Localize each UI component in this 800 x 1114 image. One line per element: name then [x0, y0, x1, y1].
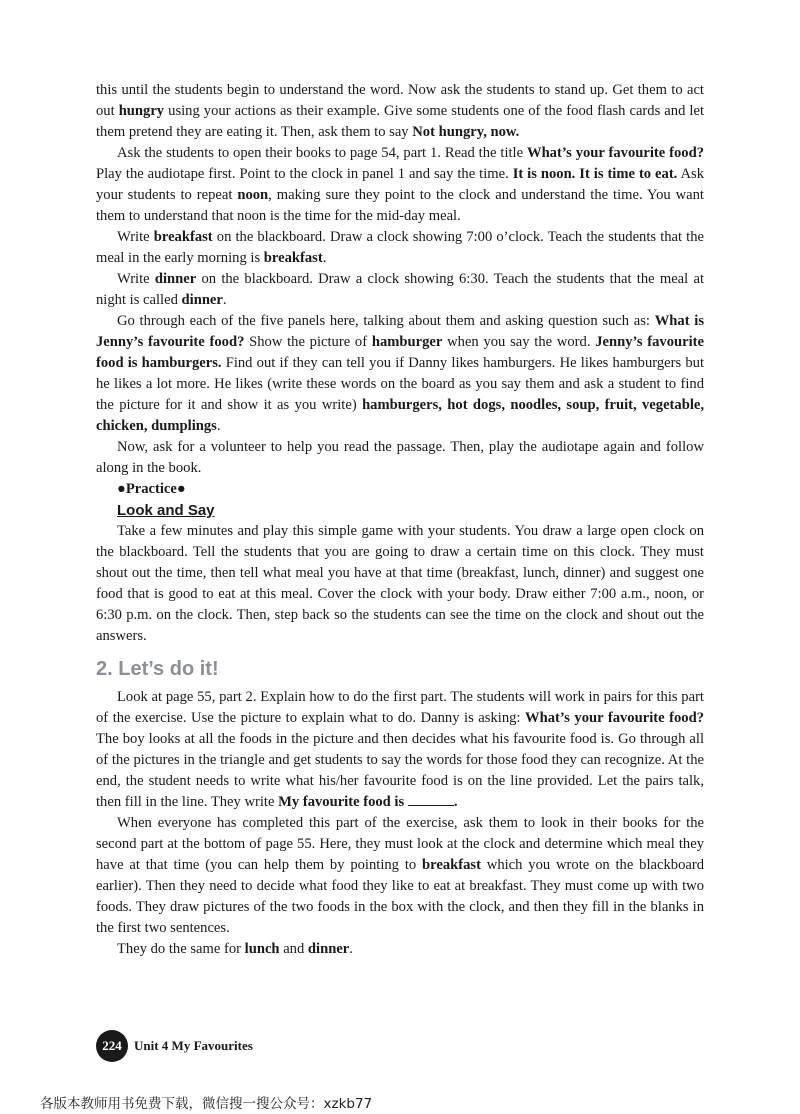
watermark-text: 各版本教师用书免费下载，微信搜一搜公众号：xzkb77: [40, 1096, 373, 1112]
text-run: on the blackboard. Draw a clock showing 7:00 o’clock. Teach the students that the meal in the early morning is: [96, 229, 704, 266]
paragraph: [96, 269, 704, 311]
look-and-say-heading: Look and Say: [117, 502, 215, 519]
bold-text: breakfast: [263, 250, 323, 266]
fill-in-blank: [408, 793, 454, 806]
text-run: Look at page 55, part 2. Explain how to do the first part. The students will work in pairs for this part of the exercise. Use the picture to explain what to do. Danny is asking:: [96, 689, 704, 726]
text-run: .: [222, 292, 227, 308]
text-run: Find out if they can tell you if Danny likes hamburgers. He likes hamburgers but he likes a lot more. He likes (write these words on the board as you say them and ask a student to find the picture for it and show it as you write): [96, 355, 704, 413]
paragraph: [96, 813, 704, 939]
text-run: Write: [117, 271, 155, 287]
section-title: 2. Let’s do it!: [96, 658, 219, 680]
bold-text: My favourite food is: [278, 794, 408, 810]
paragraph: [96, 521, 704, 647]
unit-label: Unit 4 My Favourites: [134, 1038, 253, 1053]
paragraph: [96, 143, 704, 227]
bold-text: hamburgers, hot dogs, noodles, soup, fruit, vegetable, chicken, dumplings: [96, 397, 705, 434]
paragraph: [96, 437, 704, 479]
text-run: When everyone has completed this part of the exercise, ask them to look in their books for the second part at the bottom of page 55. Here, they must look at the clock and determine which meal they have at that time (you can help them by pointing to: [96, 815, 704, 873]
bold-text: What’s your favourite food?: [526, 145, 704, 161]
text-run: Take a few minutes and play this simple game with your students. You draw a large open clock on the blackboard. Tell the students that you are going to draw a certain time on this clock. They must shout out the time, then tell what meal you have at that time (breakfast, lunch, dinner) and suggest one food that is good to eat at this meal. Cover the clock with your body. Draw either 7:00 a.m., noon, or 6:30 p.m. on the clock. Then, step back so the students can see the time on the clock and shout out the answers.: [96, 523, 704, 644]
practice-heading: ●Practice●: [117, 481, 186, 497]
bold-text: What is Jenny’s favourite food?: [96, 313, 705, 350]
text-run: and: [279, 941, 308, 957]
bold-text: Not hungry, now.: [412, 124, 520, 140]
text-run: when you say the word.: [442, 334, 596, 350]
text-run: Go through each of the five panels here, talking about them and asking question such as:: [117, 313, 655, 329]
bold-text: .: [453, 794, 458, 810]
bold-text: dinner: [307, 941, 350, 957]
paragraph: [96, 80, 704, 143]
text-run: .: [216, 418, 221, 434]
bold-text: dinner: [181, 292, 223, 308]
text-run: Write: [117, 229, 154, 245]
paragraph: [96, 227, 704, 269]
paragraph: [96, 311, 704, 437]
text-run: which you wrote on the blackboard earlier). Then they need to decide what food they like to eat at breakfast. They must come up with two foods. They draw pictures of the two foods in the box with the clock, and then they fill in the blanks in the first two sentences.: [96, 857, 704, 936]
text-run: Play the audiotape first. Point to the clock in panel 1 and say the time.: [96, 166, 513, 182]
page-content: [96, 80, 704, 960]
text-run: They do the same for: [117, 941, 245, 957]
bold-text: It is noon. It is time to eat.: [512, 166, 678, 182]
page-footer: [96, 1030, 253, 1062]
text-run: this until the students begin to understand the word. Now ask the students to stand up. Get them to act out: [96, 82, 704, 119]
text-run: using your actions as their example. Give some students one of the food flash cards and let them pretend they are eating it. Then, ask them to say: [96, 103, 704, 140]
text-run: .: [349, 941, 353, 957]
text-run: Now, ask for a volunteer to help you read the passage. Then, play the audiotape again and follow along in the book.: [96, 439, 704, 476]
text-run: Ask the students to open their books to page 54, part 1. Read the title: [117, 145, 527, 161]
text-run: , making sure they point to the clock and understand the time. You want them to understand that noon is the time for the mid-day meal.: [96, 187, 704, 224]
intro-paragraphs: [96, 80, 704, 479]
bold-text: noon: [237, 187, 269, 203]
section-paragraphs: [96, 687, 704, 960]
practice-paragraphs: [96, 521, 704, 647]
bold-text: hamburger: [371, 334, 443, 350]
bold-text: Jenny’s favourite food is hamburgers.: [96, 334, 705, 371]
text-run: The boy looks at all the foods in the picture and then decides what his favourite food is. Go through all of the pictures in the triangle and get students to say the words for those food they can recognize. At the end, the student needs to write what his/her favourite food is on the line provided. Let the pairs talk, then fill in the line. They write: [96, 731, 704, 810]
paragraph: [96, 687, 704, 813]
text-run: .: [322, 250, 327, 266]
text-run: Show the picture of: [244, 334, 372, 350]
text-run: on the blackboard. Draw a clock showing 6:30. Teach the students that the meal at night is called: [96, 271, 704, 308]
page-number-badge: 224: [96, 1030, 128, 1062]
bold-text: What’s your favourite food?: [525, 710, 704, 726]
bold-text: hungry: [118, 103, 165, 119]
bold-text: dinner: [154, 271, 197, 287]
bold-text: breakfast: [422, 857, 481, 873]
text-run: Ask your students to repeat: [96, 166, 705, 203]
bold-text: breakfast: [153, 229, 213, 245]
bold-text: lunch: [244, 941, 280, 957]
paragraph: [96, 939, 704, 960]
